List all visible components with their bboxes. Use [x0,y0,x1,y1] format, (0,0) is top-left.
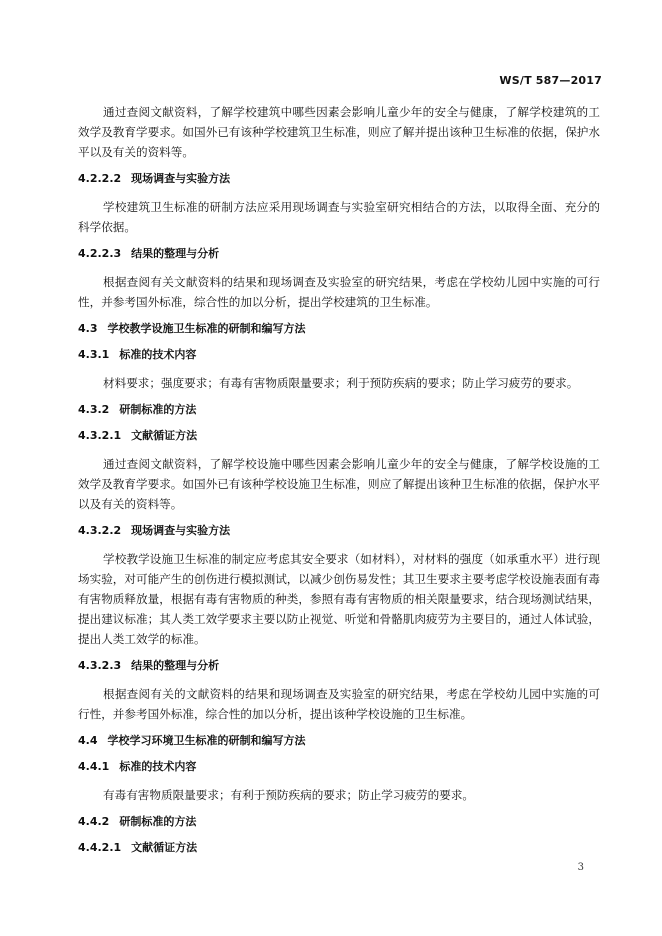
section-heading [78,814,600,830]
section-title: 标准的技术内容 [119,348,197,361]
section-heading [78,523,600,539]
section-heading [78,428,600,444]
paragraph: 学校建筑卫生标准的研制方法应采用现场调查与实验室研究相结合的方法，以取得全面、充分的科学依据。 [78,200,600,234]
section-number: 4.3.2.3 [78,659,122,672]
section-number: 4.4.1 [78,760,110,773]
page-number: 3 [577,862,584,873]
section-number: 4.3.1 [78,348,110,361]
section-title: 标准的技术内容 [119,760,197,773]
section-heading [78,658,600,674]
section-number: 4.3 [78,322,98,335]
section-number: 4.2.2.3 [78,247,122,260]
section-heading [78,840,600,856]
section-title: 现场调查与实验方法 [131,524,231,537]
section-number: 4.2.2.2 [78,172,122,185]
section-number: 4.4 [78,734,98,747]
section-heading [78,347,600,363]
section-number: 4.4.2 [78,815,110,828]
section-heading [78,402,600,418]
section-title: 文献循证方法 [131,841,198,854]
section-title: 研制标准的方法 [119,815,197,828]
paragraph: 通过查阅文献资料，了解学校建筑中哪些因素会影响儿童少年的安全与健康，了解学校建筑的工效学及教育学要求。如国外已有该种学校建筑卫生标准，则应了解并提出该种卫生标准的依据，保护水平以及有关的资料等。 [78,105,600,159]
section-heading [78,171,600,187]
section-heading [78,246,600,262]
paragraph: 通过查阅文献资料，了解学校设施中哪些因素会影响儿童少年的安全与健康，了解学校设施的工效学及教育学要求。如国外已有该种学校设施卫生标准，则应了解提出该种卫生标准的依据，保护水平以及有关的资料等。 [78,457,600,511]
section-title: 学校教学设施卫生标准的研制和编写方法 [107,322,306,335]
document-id: WS/T 587—2017 [499,74,602,87]
paragraph: 有毒有害物质限量要求；有利于预防疾病的要求；防止学习疲劳的要求。 [103,788,475,802]
section-title: 学校学习环境卫生标准的研制和编写方法 [107,734,306,747]
section-title: 现场调查与实验方法 [131,172,231,185]
section-number: 4.3.2.1 [78,429,122,442]
section-number: 4.3.2 [78,403,110,416]
paragraph: 根据查阅有关文献资料的结果和现场调查及实验室的研究结果，考虑在学校幼儿园中实施的可行性，并参考国外标准，综合性的加以分析，提出学校建筑的卫生标准。 [78,275,600,309]
section-title: 结果的整理与分析 [131,247,220,260]
section-heading [78,759,600,775]
section-title: 结果的整理与分析 [131,659,220,672]
paragraph: 根据查阅有关的文献资料的结果和现场调查及实验室的研究结果，考虑在学校幼儿园中实施的可行性，并参考国外标准，综合性的加以分析，提出该种学校设施的卫生标准。 [78,687,600,721]
section-heading [78,733,600,749]
section-number: 4.4.2.1 [78,841,122,854]
section-number: 4.3.2.2 [78,524,122,537]
page-content [78,102,600,866]
paragraph: 材料要求；强度要求；有毒有害物质限量要求；利于预防疾病的要求；防止学习疲劳的要求。 [103,376,579,390]
section-title: 文献循证方法 [131,429,198,442]
section-title: 研制标准的方法 [119,403,197,416]
section-heading [78,321,600,337]
paragraph: 学校教学设施卫生标准的制定应考虑其安全要求（如材料），对材料的强度（如承重水平）进行现场实验，对可能产生的创伤进行模拟测试，以减少创伤易发性；其卫生要求主要考虑学校设施表面有毒有害物质释放量，根据有毒有害物质的种类，参照有毒有害物质的相关限量要求，结合现场测试结果，提出建议标准；其人类工效学要求主要以防止视觉、听觉和骨骼肌肉疲劳为主要目的，通过人体试验，提出人类工效学的标准。 [78,552,600,646]
